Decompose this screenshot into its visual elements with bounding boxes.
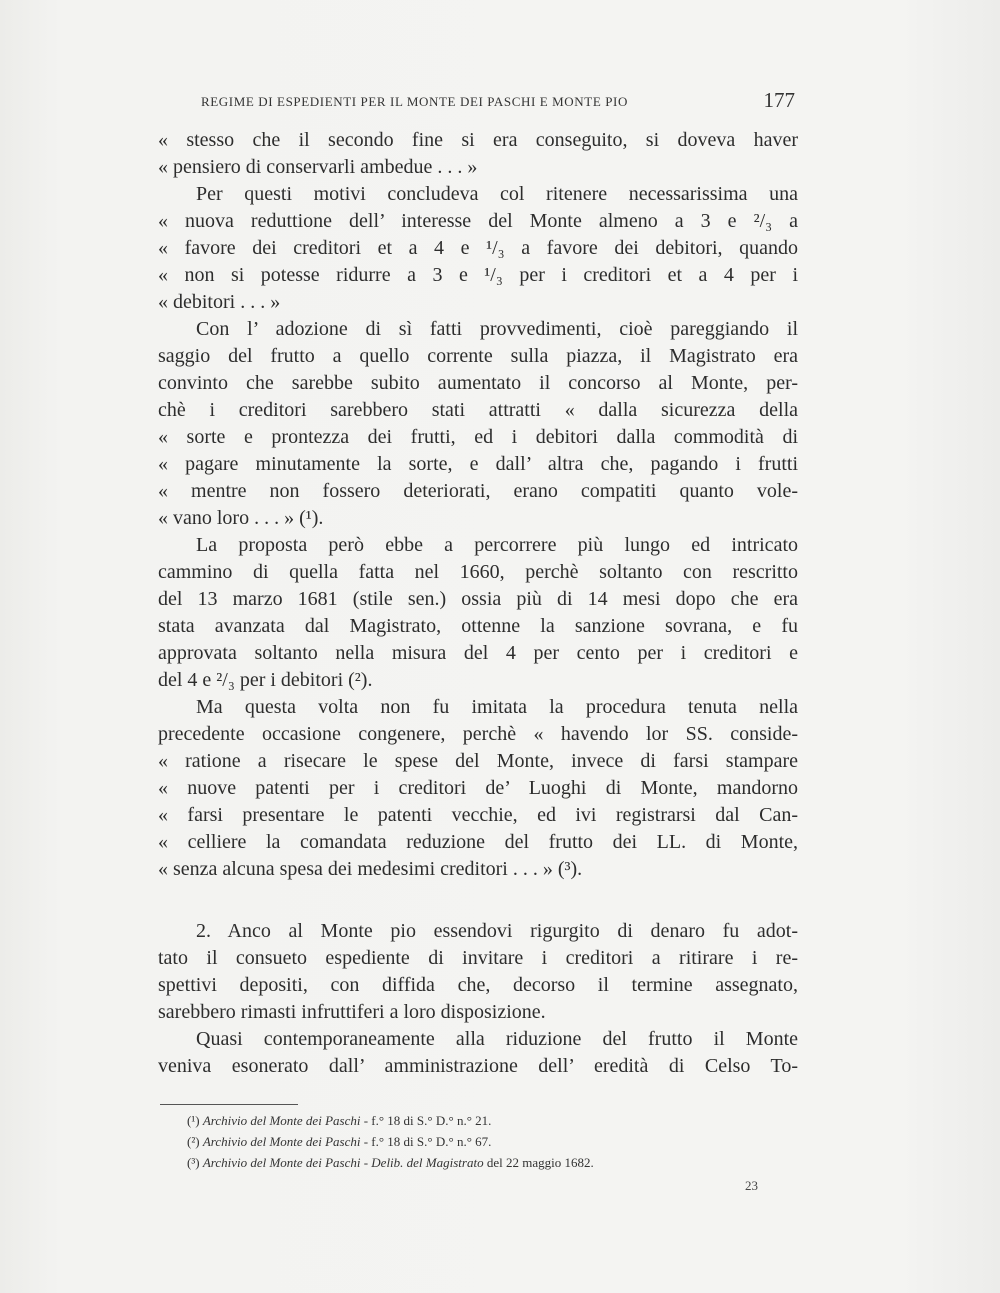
text-line: « pensiero di conservarli ambedue . . . » [158, 156, 478, 178]
text-line: « sorte e prontezza dei frutti, ed i debitori dalla commodità di [158, 426, 798, 448]
text-line: « celliere la comandata reduzione del frutto dei LL. di Monte, [158, 831, 798, 853]
text-line: « stesso che il secondo fine si era conseguito, si doveva haver [158, 129, 798, 151]
text-line: « vano loro . . . » (¹). [158, 507, 324, 529]
text-line: « farsi presentare le patenti vecchie, ed ivi registrarsi dal Can- [158, 804, 798, 826]
footnote-source: Archivio del Monte dei Paschi - Delib. del Magistrato [202, 1155, 484, 1170]
text-line: « pagare minutamente la sorte, e dall’ altra che, pagando i frutti [158, 453, 798, 475]
footnote-rule [160, 1104, 298, 1105]
text-line: cammino di quella fatta nel 1660, perchè soltanto con rescritto [158, 561, 798, 583]
footnotes [187, 1110, 787, 1173]
text-line: del 13 marzo 1681 (stile sen.) ossia più di 14 mesi dopo che era [158, 588, 798, 610]
text-line: « non si potesse ridurre a 3 e ¹/₃ per i creditori et a 4 per i [158, 264, 798, 286]
footnote [187, 1152, 787, 1173]
text-line: Ma questa volta non fu imitata la procedura tenuta nella [196, 696, 798, 718]
text-line: « nuova reduttione dell’ interesse del Monte almeno a 3 e ²/₃ a [158, 210, 798, 232]
signature-mark: 23 [745, 1178, 758, 1193]
footnote-ref: - f.° 18 di S.° D.° n.° 67. [360, 1134, 492, 1149]
footnote-source: Archivio del Monte dei Paschi [202, 1134, 361, 1149]
text-line: spettivi depositi, con diffida che, decorso il termine assegnato, [158, 974, 798, 996]
text-line: sarebbero rimasti infruttiferi a loro disposizione. [158, 1001, 546, 1023]
text-line: precedente occasione congenere, perchè « havendo lor SS. conside- [158, 723, 798, 745]
text-line: approvata soltanto nella misura del 4 per cento per i creditori e [158, 642, 798, 664]
section-gap [158, 883, 798, 918]
running-header [201, 88, 795, 112]
footnote-source: Archivio del Monte dei Paschi [202, 1113, 361, 1128]
text-line: « mentre non fossero deteriorati, erano compatiti quanto vole- [158, 480, 798, 502]
footnote [187, 1131, 787, 1152]
text-line: chè i creditori sarebbero stati attratti « dalla sicurezza della [158, 399, 798, 421]
page-number: 177 [763, 88, 795, 112]
text-line: Quasi contemporaneamente alla riduzione del frutto il Monte [196, 1028, 798, 1050]
footnote-mark: (³) [187, 1155, 200, 1170]
text-line: convinto che sarebbe subito aumentato il concorso al Monte, per- [158, 372, 798, 394]
footnote-ref: del 22 maggio 1682. [483, 1155, 594, 1170]
footnote-mark: (¹) [187, 1113, 200, 1128]
footnote [187, 1110, 787, 1131]
text-line: « senza alcuna spesa dei medesimi creditori . . . » (³). [158, 858, 583, 880]
text-line: La proposta però ebbe a percorrere più lungo ed intricato [196, 534, 798, 556]
text-line: « debitori . . . » [158, 291, 281, 313]
body-text [158, 127, 798, 1080]
text-line: « ratione a risecare le spese del Monte, invece di farsi stampare [158, 750, 798, 772]
text-line: « favore dei creditori et a 4 e ¹/₃ a favore dei debitori, quando [158, 237, 798, 259]
text-line: veniva esonerato dall’ amministrazione dell’ eredità di Celso To- [158, 1055, 798, 1077]
text-line: Per questi motivi concludeva col ritenere necessarissima una [196, 183, 798, 205]
text-line: tato il consueto espediente di invitare i creditori a ritirare i re- [158, 947, 798, 969]
text-line: « nuove patenti per i creditori de’ Luoghi di Monte, mandorno [158, 777, 798, 799]
text-line: del 4 e ²/₃ per i debitori (²). [158, 669, 373, 691]
text-line: saggio del frutto a quello corrente sulla piazza, il Magistrato era [158, 345, 798, 367]
footnote-ref: - f.° 18 di S.° D.° n.° 21. [360, 1113, 492, 1128]
text-line: stata avanzata dal Magistrato, ottenne la sanzione sovrana, e fu [158, 615, 798, 637]
text-line: Con l’ adozione di sì fatti provvedimenti, cioè pareggiando il [196, 318, 798, 340]
footnote-mark: (²) [187, 1134, 200, 1149]
text-line: 2. Anco al Monte pio essendovi rigurgito di denaro fu adot- [196, 920, 798, 942]
running-title: REGIME DI ESPEDIENTI PER IL MONTE DEI PASCHI E MONTE PIO [201, 94, 628, 109]
